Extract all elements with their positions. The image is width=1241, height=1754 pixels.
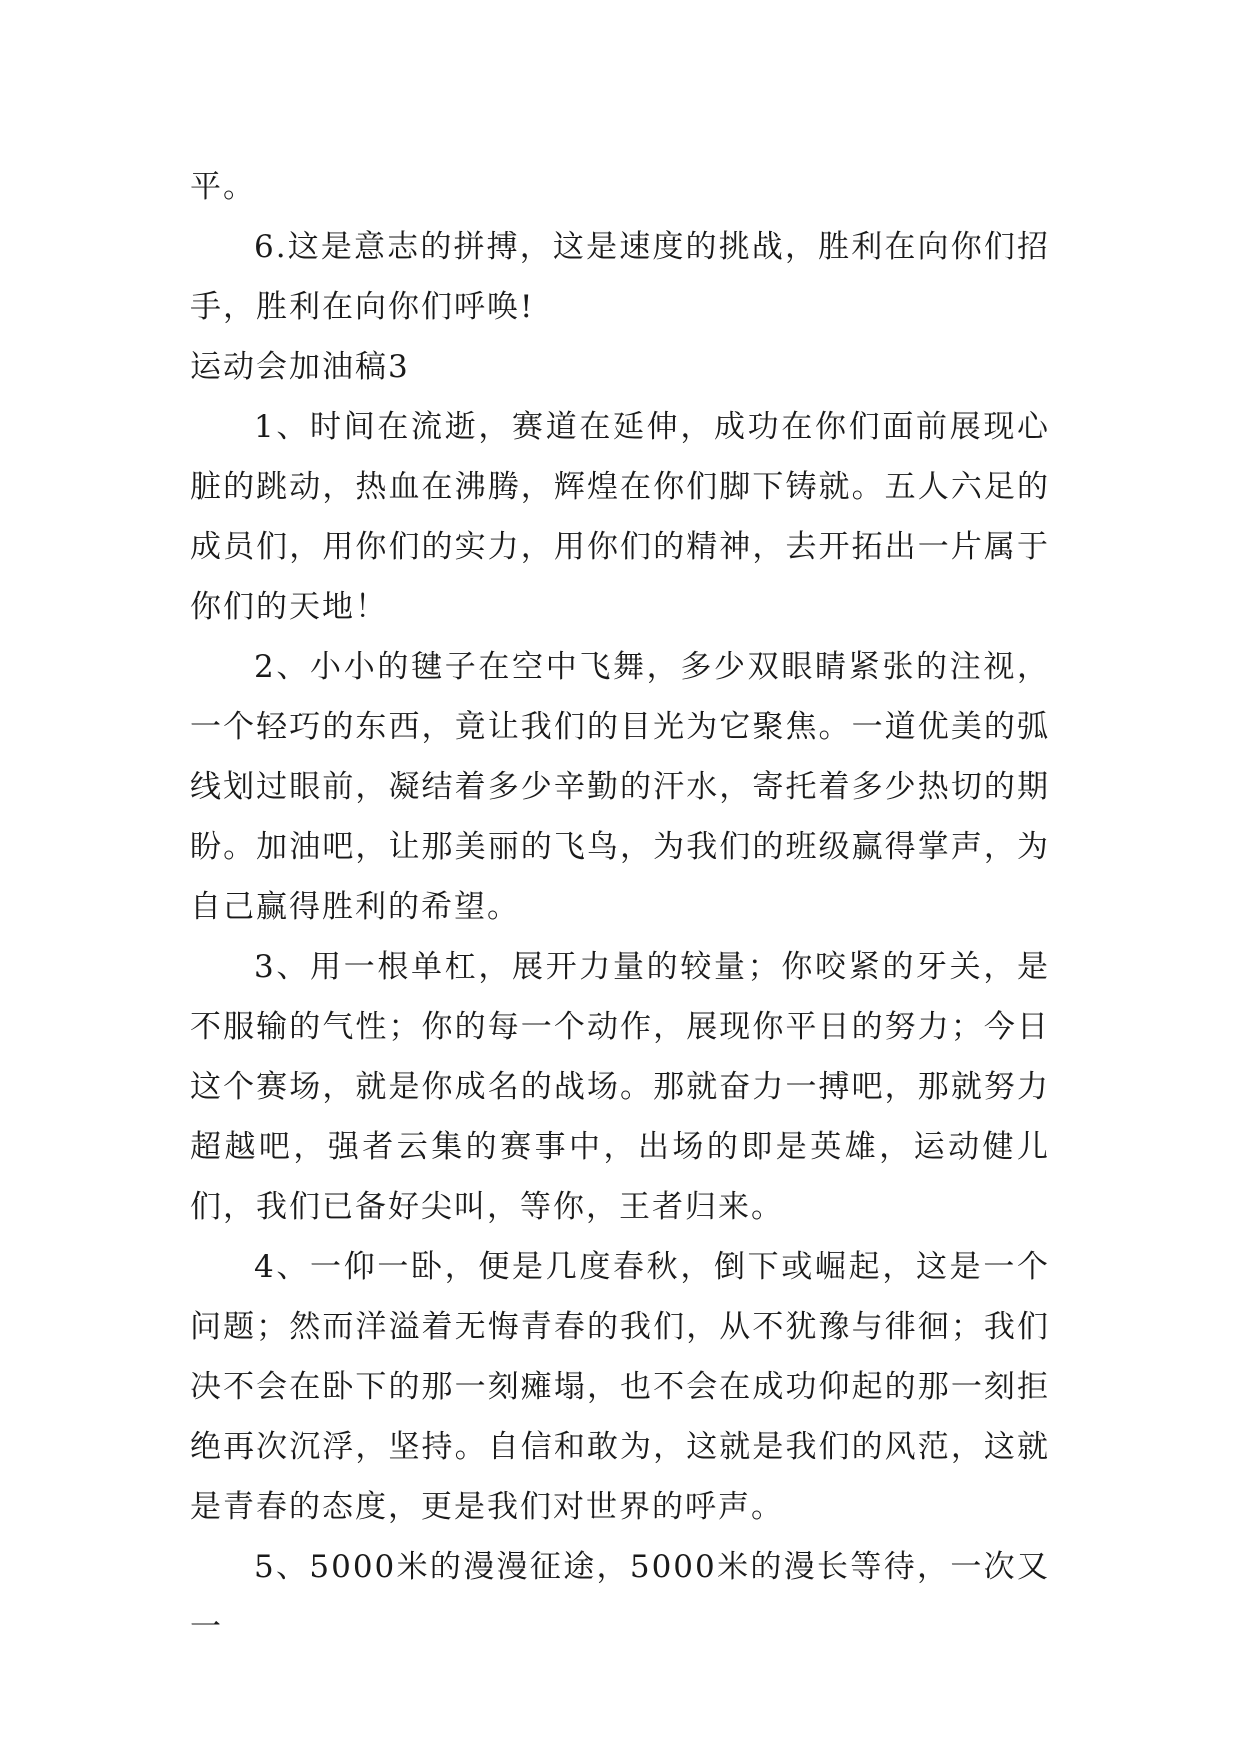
paragraph-item-4: 4、一仰一卧，便是几度春秋，倒下或崛起，这是一个问题；然而洋溢着无悔青春的我们，从不犹豫与徘徊；我们决不会在卧下的那一刻瘫塌，也不会在成功仰起的那一刻拒绝再次沉浮，坚持。自信和敢为，这就是我们的风范，这就是青春的态度，更是我们对世界的呼声。 (190, 1249, 1050, 1525)
paragraph-item-5: 5、5000米的漫漫征途，5000米的漫长等待，一次又一 (190, 1549, 1050, 1645)
paragraph-continuation: 平。 (190, 169, 256, 205)
paragraph-item-3: 3、用一根单杠，展开力量的较量；你咬紧的牙关，是不服输的气性；你的每一个动作，展现你平日的努力；今日这个赛场，就是你成名的战场。那就奋力一搏吧，那就努力超越吧，强者云集的赛事中，出场的即是英雄，运动健儿们，我们已备好尖叫，等你，王者归来。 (190, 949, 1050, 1225)
section-heading: 运动会加油稿3 (190, 349, 410, 385)
paragraph-item-2: 2、小小的毽子在空中飞舞，多少双眼睛紧张的注视，一个轻巧的东西，竟让我们的目光为它聚焦。一道优美的弧线划过眼前，凝结着多少辛勤的汗水，寄托着多少热切的期盼。加油吧，让那美丽的飞鸟，为我们的班级赢得掌声，为自己赢得胜利的希望。 (190, 649, 1050, 925)
paragraph-item-6: 6.这是意志的拼搏，这是速度的挑战，胜利在向你们招手，胜利在向你们呼唤! (190, 229, 1050, 325)
document-body (190, 157, 1050, 1657)
paragraph-item-1: 1、时间在流逝，赛道在延伸，成功在你们面前展现心脏的跳动，热血在沸腾，辉煌在你们脚下铸就。五人六足的成员们，用你们的实力，用你们的精神，去开拓出一片属于你们的天地！ (190, 409, 1050, 625)
